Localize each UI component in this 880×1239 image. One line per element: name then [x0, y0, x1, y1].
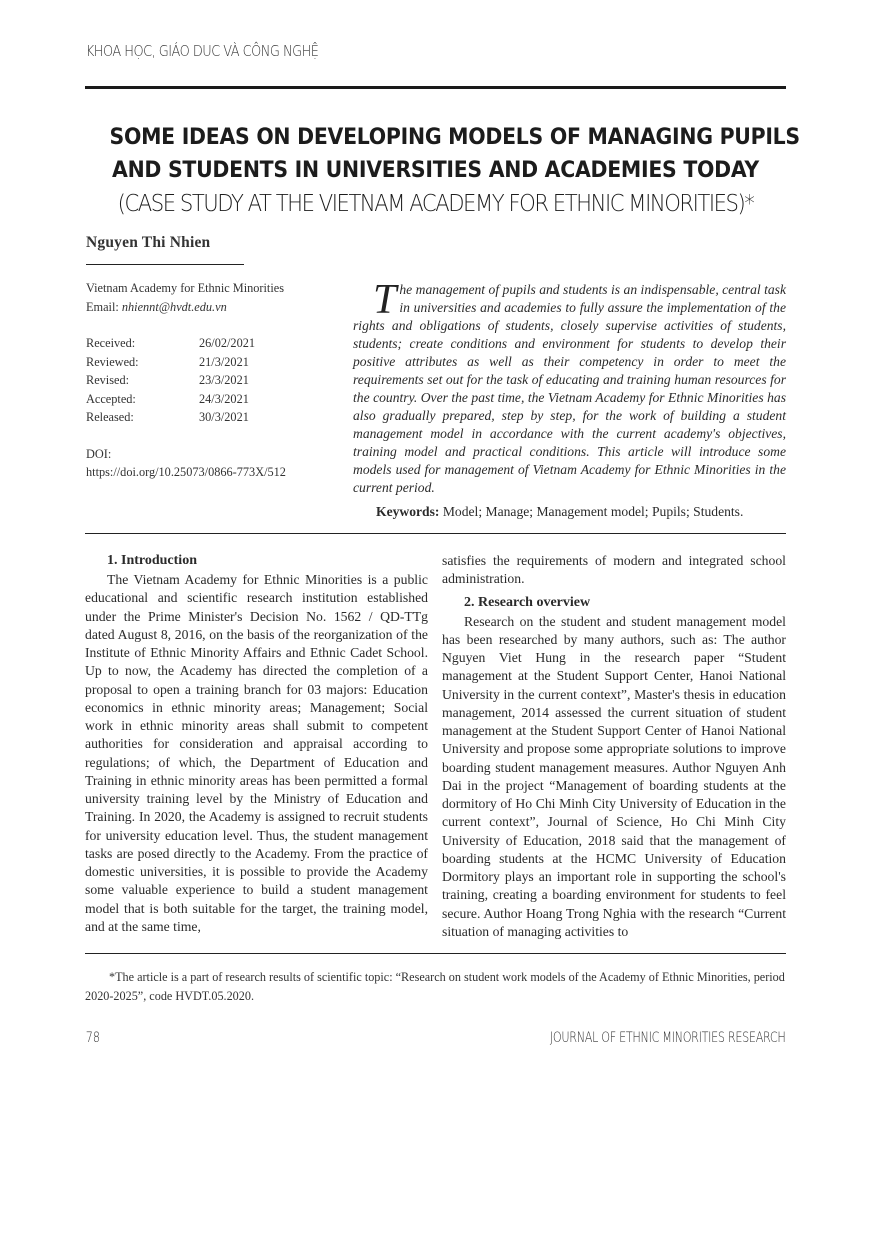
introduction-continued: satisfies the requirements of modern and integrated school administration. [442, 553, 786, 587]
section-heading-research-overview: 2. Research overview [464, 594, 591, 610]
date-value: 21/3/2021 [199, 354, 249, 369]
article-dates [86, 334, 348, 427]
title-line-2: AND STUDENTS IN UNIVERSITIES AND ACADEMIES TODAY [112, 158, 759, 183]
page-number: 78 [85, 1030, 101, 1046]
author-rule [86, 264, 244, 265]
keywords-list: Model; Manage; Management model; Pupils; Students. [439, 504, 744, 519]
journal-page [85, 0, 800, 1077]
footnote [85, 968, 786, 1005]
front-matter [85, 233, 786, 521]
abstract-panel [353, 233, 786, 521]
author-info [86, 279, 348, 316]
title-line-1: SOME IDEAS ON DEVELOPING MODELS OF MANAGING PUPILS [109, 125, 800, 150]
date-row-accepted [86, 390, 348, 409]
author-panel [85, 233, 348, 521]
article-title [85, 121, 800, 187]
abstract-dropcap: T [373, 277, 397, 323]
abstract [353, 277, 786, 497]
date-row-revised [86, 371, 348, 390]
doi-link[interactable]: https://doi.org/10.25073/0866-773X/512 [86, 465, 286, 479]
header-rule [85, 86, 786, 89]
section-heading-introduction: 1. Introduction [107, 553, 197, 568]
section-divider [85, 533, 786, 534]
footnote-text: *The article is a part of research results of scientific topic: “Research on student work models of the Academy of Ethnic Minorities, period 2020-2025”, code HVDT.05.2020. [85, 970, 785, 1003]
affiliation: Vietnam Academy for Ethnic Minorities [86, 281, 285, 295]
body-column-right [442, 552, 786, 941]
email-link[interactable]: nhiennt@hvdt.edu.vn [121, 299, 227, 314]
date-label: Reviewed: [86, 354, 139, 369]
date-row-received [86, 334, 348, 353]
article-subtitle: (CASE STUDY AT THE VIETNAM ACADEMY FOR ETHNIC MINORITIES)* [117, 191, 754, 217]
doi-label: DOI: [86, 446, 112, 461]
date-label: Received: [86, 336, 136, 350]
body-columns [85, 552, 786, 941]
footnote-rule [85, 953, 786, 954]
doi-block [86, 445, 348, 482]
date-label: Accepted: [86, 391, 136, 406]
body-column-left [85, 552, 428, 941]
email-label: Email: [86, 299, 122, 314]
journal-name: JOURNAL OF ETHNIC MINORITIES RESEARCH [550, 1030, 786, 1046]
date-row-reviewed [86, 353, 348, 372]
date-label: Released: [86, 410, 134, 424]
author-name: Nguyen Thi Nhien [86, 234, 211, 251]
abstract-text: he management of pupils and students is an indispensable, central task in universities and academies to fully assure the implementation of the rights and obligations of students, closely supervise activities of students, students; create conditions and environment for students to develop their positive attributes as well as their competency in order to meet the requirements set out for the task of educating and training human resources for the country. Over the past time, the Vietnam Academy for Ethnic Minorities has also gradually prepared, step by step, for the work of building a student management model in accordance with the current academy's objectives, training model and practical conditions. This article will introduce some models used for management of Vietnam Academy for Ethnic Minorities in the current period. [353, 282, 786, 495]
research-overview-paragraph: Research on the student and student management model has been researched by many authors, such as: The author Nguyen Viet Hung in the research paper “Student management at the Student Support Center, Hanoi National University in the current context”, Master's thesis in education management, 2014 assessed the current situation of student management at the Student Support Center of Hanoi National University and propose some appropriate solutions to improve boarding student management measures. Author Nguyen Anh Dai in the project “Management of boarding students at the dormitory of Ho Chi Minh City University of Education in the current context”, Journal of Science, Ho Chi Minh City University of Education, 2018 said that the management of boarding students at the HCMC University of Education Dormitory plays an important role in supporting the school's training, creating a boarding environment for students to feel secure. Author Hoang Trong Nghia with the research “Current situation of managing activities to [442, 613, 786, 939]
running-head: KHOA HỌC, GIÁO DUC VÀ CÔNG NGHỆ [85, 42, 319, 60]
introduction-paragraph: The Vietnam Academy for Ethnic Minorities is a public educational and scientific research institution established under the Prime Minister's Decision No. 1562 / QD-TTg dated August 8, 2016, on the basis of the reorganization of the Institute of Ethnic Minority Affairs and Ethnic Cadet School. Up to now, the Academy has directed the completion of a proposal to open a training branch for 03 majors: Education economics in ethnic minority areas; Management; Social work in ethnic minority areas shall submit to competent authorities for consideration and appraisal according to regulations; of which, the Department of Education and Training in ethnic minority areas has been permitted a formal university training level by the Ministry of Education and Training. In 2020, the Academy is assigned to recruit students for university education level. Thus, the student management tasks are posed directly to the Academy. From the practice of domestic universities, it is possible to provide the Academy some valuable experience to build a student management model that is both suitable for the target, the training model, and at the same time, [85, 572, 428, 934]
date-value: 23/3/2021 [199, 373, 249, 387]
keywords-label: Keywords: [376, 504, 440, 519]
date-value: 26/02/2021 [199, 336, 256, 350]
date-value: 24/3/2021 [199, 391, 249, 406]
page-footer [85, 1029, 786, 1047]
date-value: 30/3/2021 [199, 410, 249, 424]
keywords [353, 503, 786, 521]
email-line [86, 298, 348, 317]
date-row-released [86, 408, 348, 427]
date-label: Revised: [86, 373, 130, 387]
